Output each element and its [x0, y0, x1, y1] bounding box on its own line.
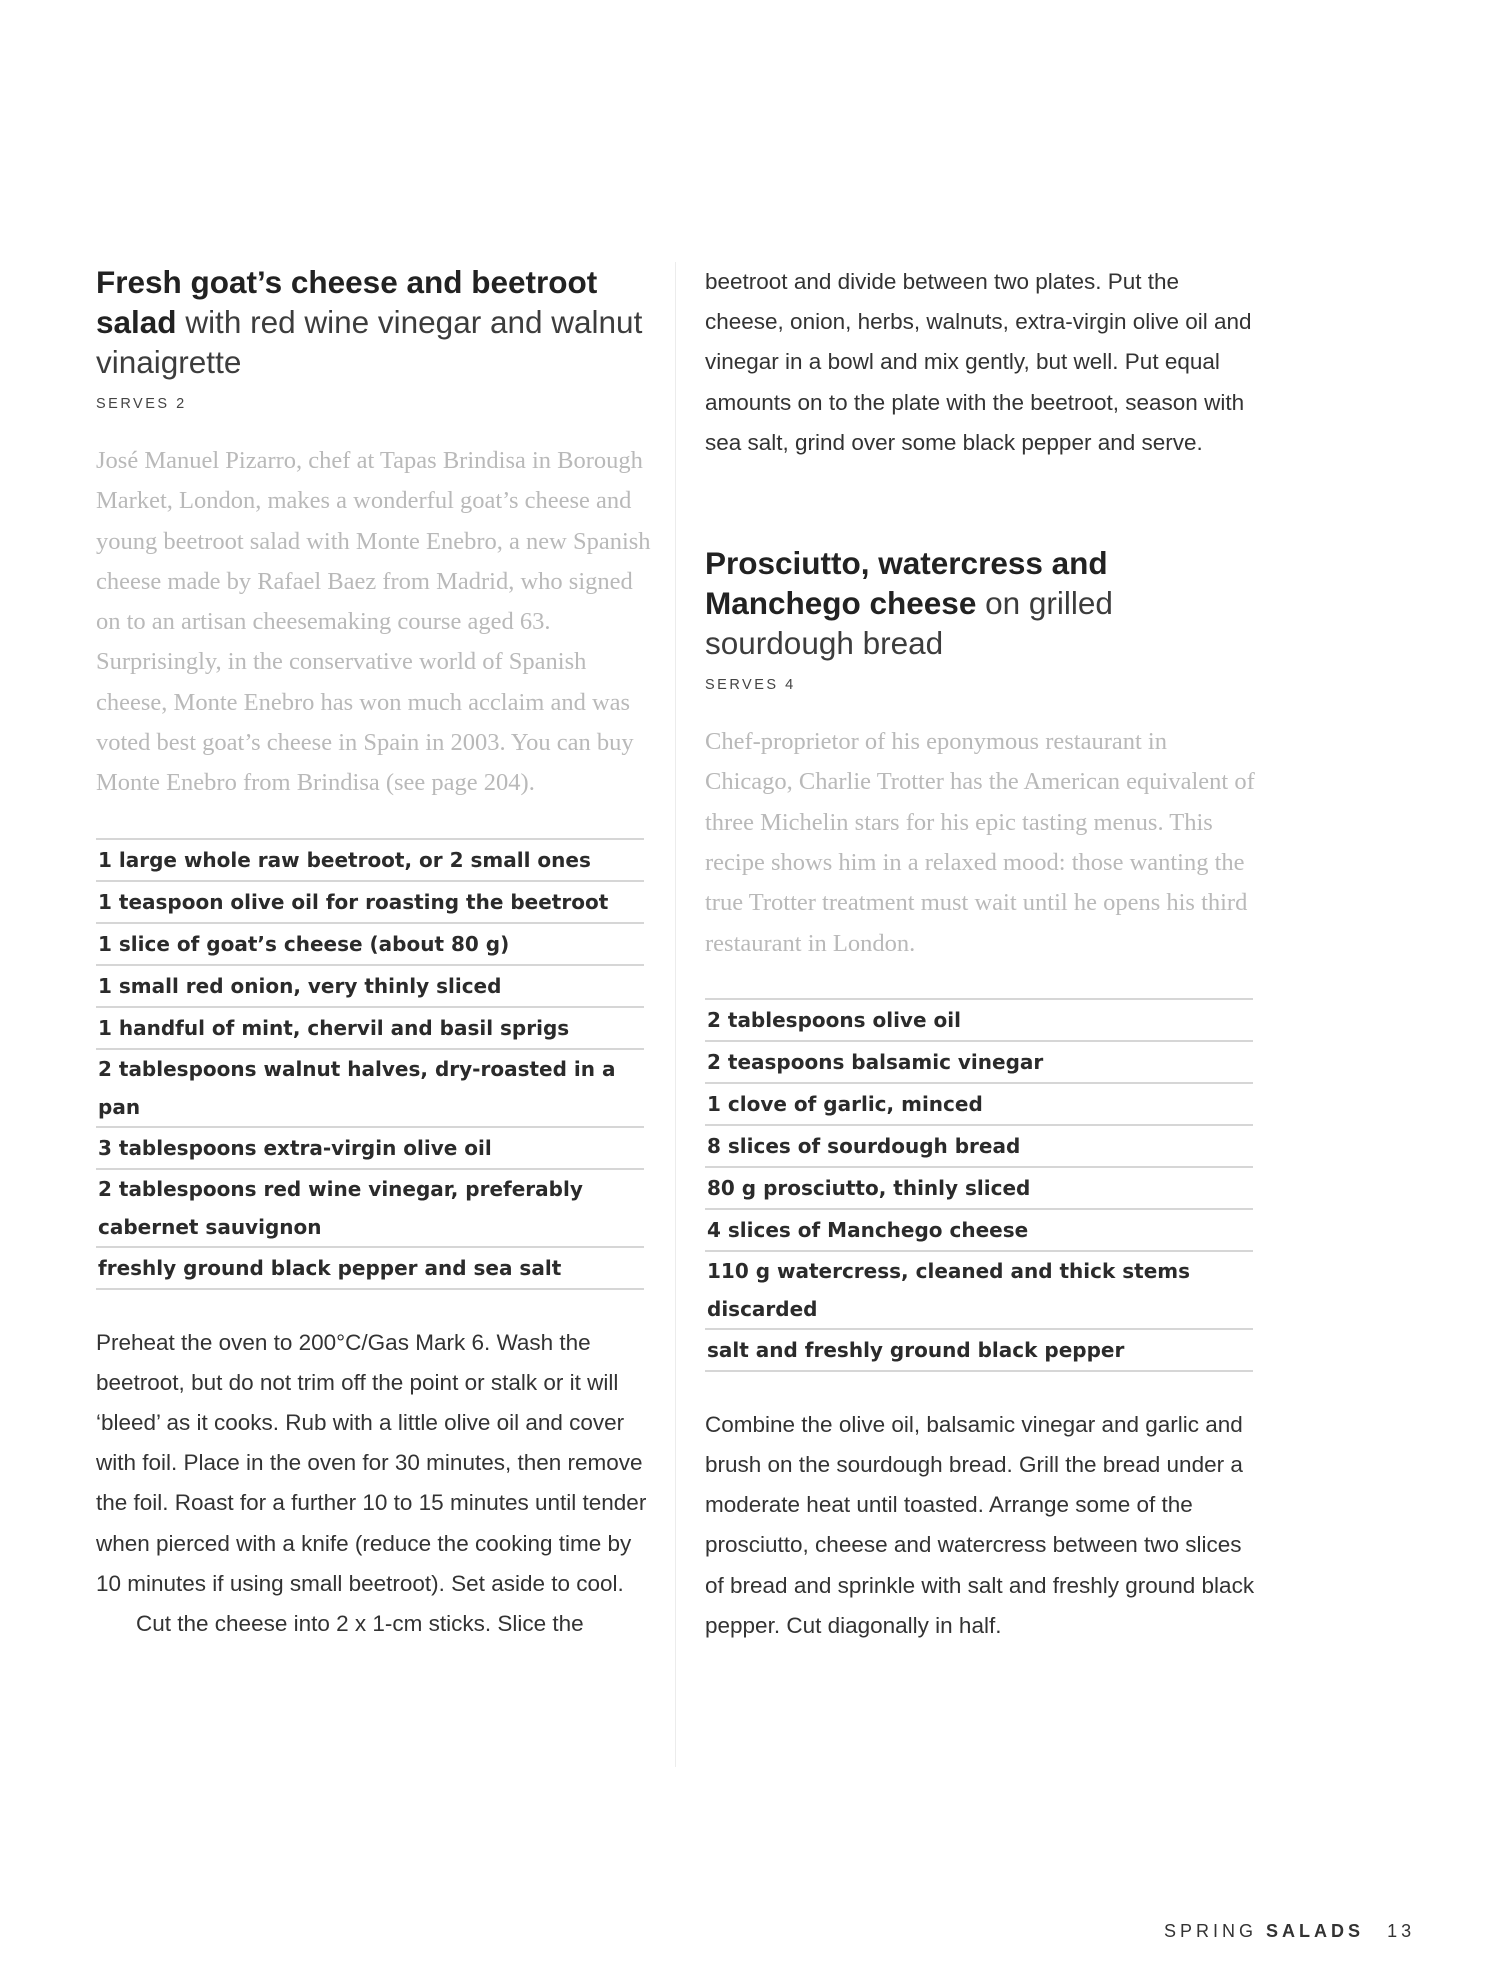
recipe-title-goats-cheese	[96, 262, 651, 382]
method-continued: beetroot and divide between two plates. Put the cheese, onion, herbs, walnuts, extra-virgin olive oil and vinegar in a bowl and mix gently, but well. Put equal amounts on to the plate with the beetroot, season with sea salt, grind over some black pepper and serve.	[705, 269, 1252, 455]
serves-label: SERVES 2	[96, 396, 187, 412]
ingredient-item: salt and freshly ground black pepper	[705, 1330, 1253, 1372]
recipe-method	[96, 1323, 651, 1645]
method-paragraph: Cut the cheese into 2 x 1-cm sticks. Slice the	[136, 1611, 584, 1637]
ingredient-item: 1 clove of garlic, minced	[705, 1084, 1253, 1126]
ingredient-item: 2 tablespoons olive oil	[705, 1000, 1253, 1042]
recipe-title-subtitle: with red wine vinegar and walnut vinaigrette	[96, 304, 643, 380]
recipe-title-subtitle: on grilled sourdough bread	[705, 585, 1113, 662]
ingredient-item: 3 tablespoons extra-virgin olive oil	[96, 1128, 644, 1170]
ingredient-item: 8 slices of sourdough bread	[705, 1126, 1253, 1168]
column-divider	[675, 262, 676, 1767]
recipe-title-bold: Prosciutto, watercress and Manchego cheese	[705, 545, 1108, 622]
ingredient-item: 1 slice of goat’s cheese (about 80 g)	[96, 924, 644, 966]
ingredient-item: 80 g prosciutto, thinly sliced	[705, 1168, 1253, 1210]
ingredient-item: 1 large whole raw beetroot, or 2 small ones	[96, 840, 644, 882]
method-paragraph: Preheat the oven to 200°C/Gas Mark 6. Wash the beetroot, but do not trim off the point or stalk or it will ‘bleed’ as it cooks. Rub with a little olive oil and cover with foil. Place in the oven for 30 minutes, then remove the foil. Roast for a further 10 to 15 minutes until tender when pierced with a knife (reduce the cooking time by 10 minutes if using small beetroot). Set aside to cool.	[96, 1329, 647, 1596]
footer-section-light: SPRING	[1164, 1921, 1258, 1941]
ingredient-item: 1 handful of mint, chervil and basil sprigs	[96, 1008, 644, 1050]
page-footer	[1164, 1921, 1415, 1942]
ingredient-item: 1 teaspoon olive oil for roasting the beetroot	[96, 882, 644, 924]
ingredient-item: 110 g watercress, cleaned and thick stems discarded	[705, 1252, 1253, 1330]
left-column	[96, 262, 651, 1644]
ingredient-item: freshly ground black pepper and sea salt	[96, 1248, 644, 1290]
ingredient-item: 2 tablespoons walnut halves, dry-roasted in a pan	[96, 1050, 644, 1128]
recipe-intro: Chef-proprietor of his eponymous restaurant in Chicago, Charlie Trotter has the American equivalent of three Michelin stars for his epic tasting menus. This recipe shows him in a relaxed mood: those wanting the true Trotter treatment must wait until he opens his third restaurant in London.	[705, 728, 1255, 957]
ingredient-item: 4 slices of Manchego cheese	[705, 1210, 1253, 1252]
recipe-intro: José Manuel Pizarro, chef at Tapas Brindisa in Borough Market, London, makes a wonderful goat’s cheese and young beetroot salad with Monte Enebro, a new Spanish cheese made by Rafael Baez from Madrid, who signed on to an artisan cheesemaking course aged 63. Surprisingly, in the conservative world of Spanish cheese, Monte Enebro has won much acclaim and was voted best goat’s cheese in Spain in 2003. You can buy Monte Enebro from Brindisa (see page 204).	[96, 447, 651, 797]
method-paragraph: Combine the olive oil, balsamic vinegar and garlic and brush on the sourdough bread. Grill the bread under a moderate heat until toasted. Arrange some of the prosciutto, cheese and watercress between two slices of bread and sprinkle with salt and freshly ground black pepper. Cut diagonally in half.	[705, 1411, 1255, 1638]
recipe-title-prosciutto	[705, 543, 1260, 663]
recipe-title-bold: Fresh goat’s cheese and beetroot salad	[96, 264, 598, 340]
recipe-method	[705, 1405, 1260, 1646]
ingredient-item: 2 tablespoons red wine vinegar, preferably cabernet sauvignon	[96, 1170, 644, 1248]
ingredient-list	[96, 838, 644, 1290]
ingredient-item: 2 teaspoons balsamic vinegar	[705, 1042, 1253, 1084]
right-column	[705, 262, 1260, 1646]
footer-section-bold: SALADS	[1266, 1921, 1365, 1941]
page-number: 13	[1387, 1921, 1416, 1941]
ingredient-item: 1 small red onion, very thinly sliced	[96, 966, 644, 1008]
serves-label: SERVES 4	[705, 677, 796, 694]
ingredient-list	[705, 998, 1253, 1372]
